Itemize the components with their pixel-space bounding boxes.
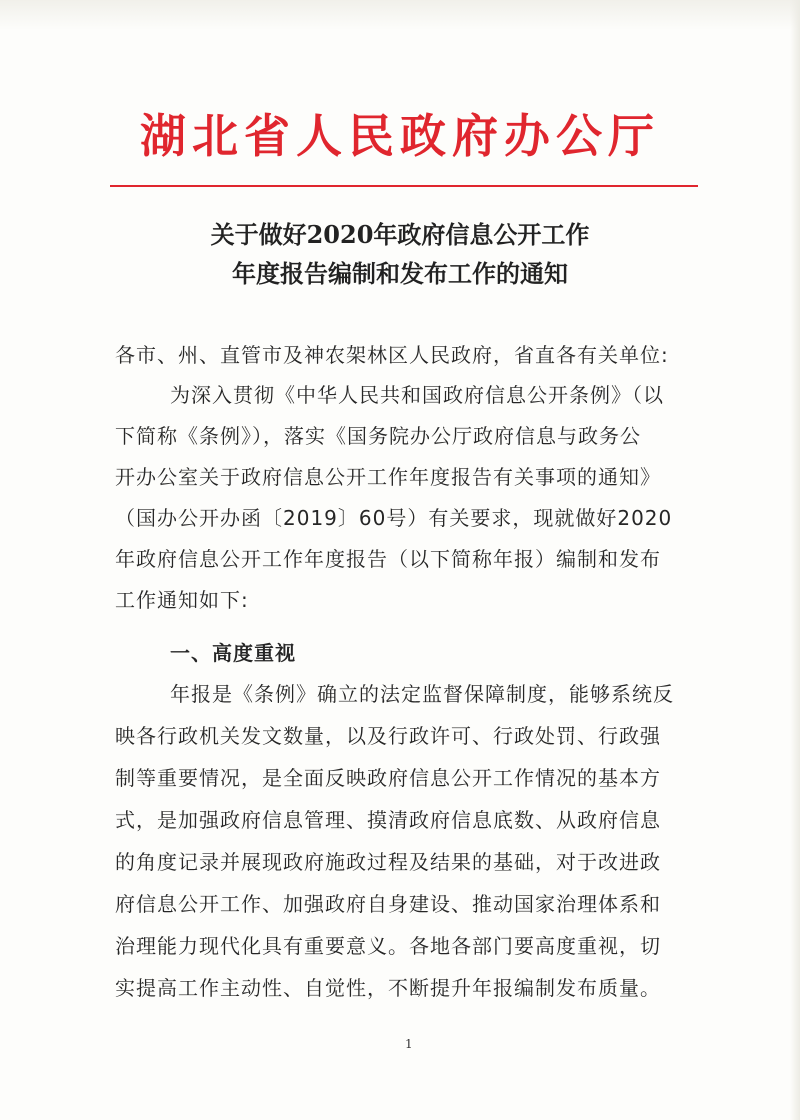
section-line: 治理能力现代化具有重要意义。各地各部门要高度重视，切 (115, 934, 661, 958)
section-line: 实提高工作主动性、自觉性，不断提升年报编制发布质量。 (115, 976, 661, 1000)
section-line: 映各行政机关发文数量，以及行政许可、行政处罚、行政强 (115, 724, 661, 748)
scan-shadow-right (790, 0, 800, 1120)
document-title-line-2: 年度报告编制和发布工作的通知 (232, 259, 568, 288)
red-divider-line (110, 185, 698, 187)
intro-line: 下简称《条例》），落实《国务院办公厅政府信息与政务公 (115, 424, 641, 448)
page-number: 1 (405, 1037, 413, 1051)
intro-line: （国办公开办函〔2019〕60号）有关要求，现就做好2020 (115, 506, 673, 530)
section-line: 府信息公开工作、加强政府自身建设、推动国家治理体系和 (115, 892, 661, 916)
agency-header: 湖北省人民政府办公厅 (140, 109, 660, 163)
section-line: 式，是加强政府信息管理、摸清政府信息底数、从政府信息 (115, 808, 661, 832)
section-line: 年报是《条例》确立的法定监督保障制度，能够系统反 (170, 682, 674, 706)
intro-line: 开办公室关于政府信息公开工作年度报告有关事项的通知》 (115, 465, 661, 489)
salutation: 各市、州、直管市及神农架林区人民政府，省直各有关单位: (115, 343, 669, 367)
section-line: 的角度记录并展现政府施政过程及结果的基础，对于改进政 (115, 850, 661, 874)
section-heading: 一、高度重视 (170, 641, 296, 665)
intro-line: 工作通知如下: (115, 588, 249, 612)
intro-line: 年政府信息公开工作年度报告（以下简称年报）编制和发布 (115, 547, 661, 571)
scan-shadow-top (0, 0, 800, 30)
document-title-line-1: 关于做好2020年政府信息公开工作 (210, 220, 590, 249)
intro-line: 为深入贯彻《中华人民共和国政府信息公开条例》（以 (170, 383, 664, 407)
section-line: 制等重要情况，是全面反映政府信息公开工作情况的基本方 (115, 766, 661, 790)
